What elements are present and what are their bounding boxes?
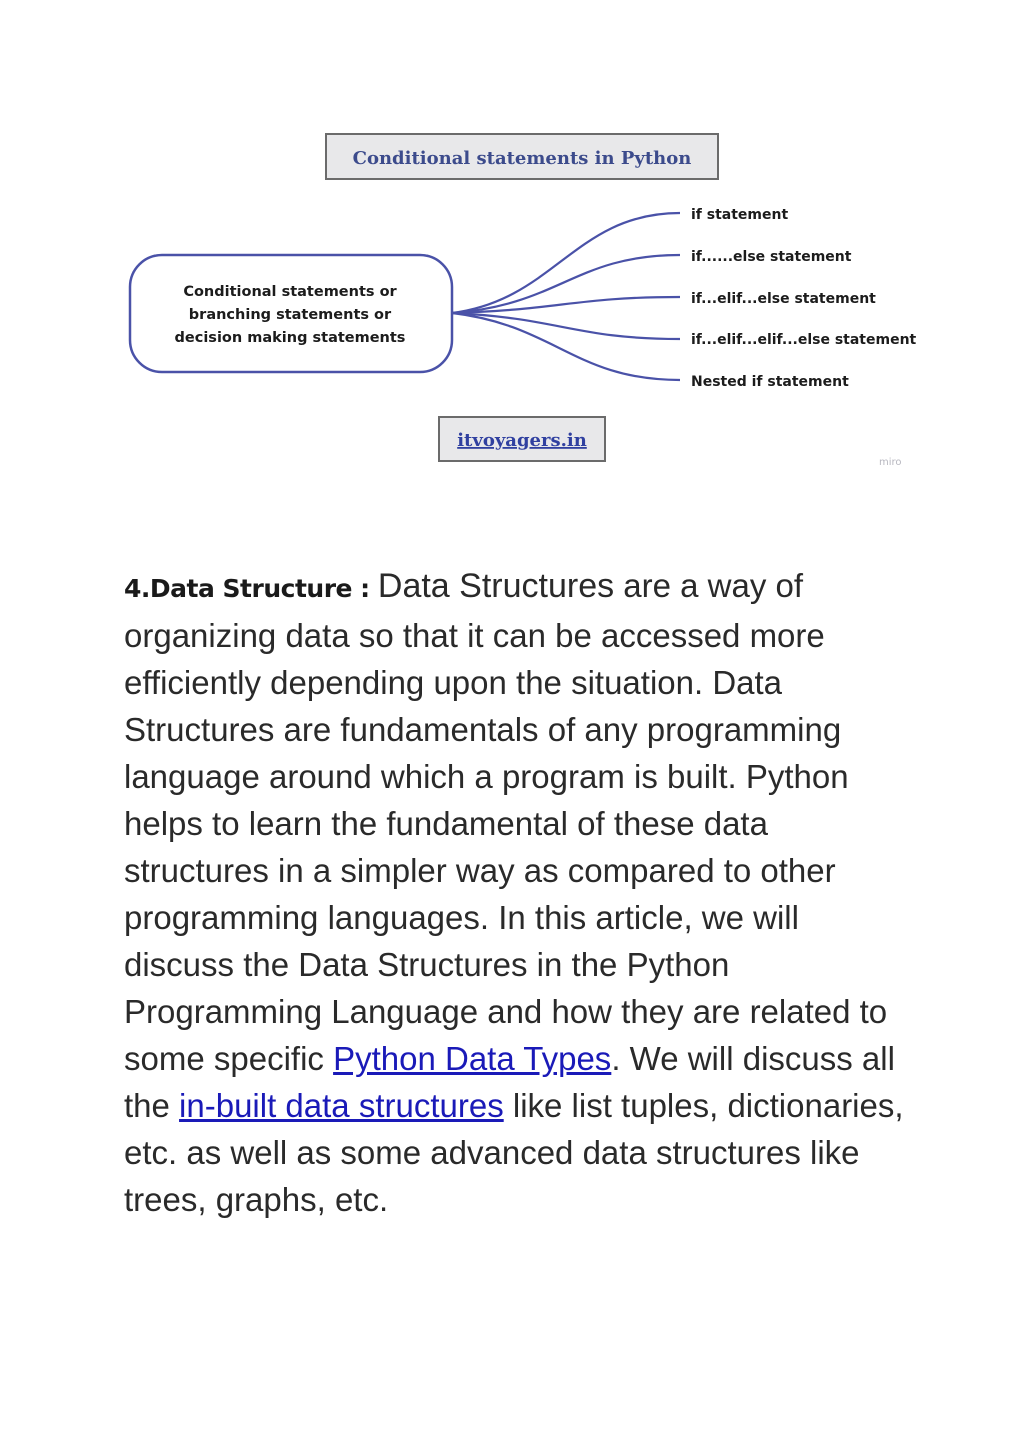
miro-watermark: miro <box>879 457 902 468</box>
branch-label-3: if...elif...else statement <box>691 291 876 307</box>
article-text-1: are a way of organizing data so that it can be accessed more efficiently depending upon the situation. Data Structures are fundamentals of any programming language around which a program is built. Python helps to learn the fundamental of these data structures in a simpler way as compared to other programming languages. In this article, we will discuss the Data Structures in the Python Programming Language and how they are related to some specific <box>124 567 888 1077</box>
center-node-line-2: branching statements or <box>188 307 392 323</box>
diagram-title: Conditional statements in Python <box>352 148 692 169</box>
center-node-line-1: Conditional statements or <box>183 284 397 300</box>
site-label: itvoyagers.in <box>457 430 587 451</box>
section-label: 4.Data Structure : <box>124 574 378 603</box>
section-term: Data Structures <box>377 567 615 605</box>
branch-label-2: if......else statement <box>691 249 852 265</box>
branch-label-4: if...elif...elif...else statement <box>691 332 917 348</box>
connector-4 <box>452 313 680 339</box>
branch-label-1: if statement <box>691 207 789 223</box>
in-built-data-structures-link[interactable]: in-built data structures <box>179 1087 504 1124</box>
connector-5 <box>452 313 680 380</box>
article-paragraph <box>124 562 914 1223</box>
center-node-line-3: decision making statements <box>174 330 406 346</box>
branch-connectors <box>452 213 680 380</box>
branch-label-5: Nested if statement <box>691 374 849 390</box>
python-data-types-link[interactable]: Python Data Types <box>333 1040 612 1077</box>
article-text-2: . We will discuss all the <box>124 1040 895 1124</box>
article-text-3: like list tuples, dictionaries, etc. as well as some advanced data structures like trees, graphs, etc. <box>124 1087 904 1218</box>
conditional-statements-diagram <box>0 0 1023 500</box>
